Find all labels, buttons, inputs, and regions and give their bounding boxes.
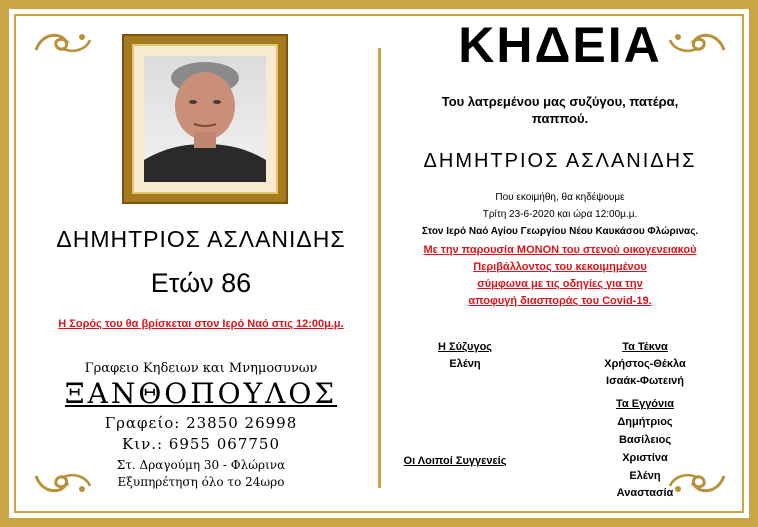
child-name: Ισαάκ-Φωτεινή	[606, 375, 684, 387]
agency-office-phone: Γραφείο: 23850 26998	[104, 414, 298, 432]
agency-line: Γραφειο Κηδειων και Μνημοσυνων	[84, 361, 318, 376]
portrait-photo	[144, 56, 266, 182]
agency-address: Στ. Δραγούμη 30 - Φλώρινα	[116, 458, 286, 472]
relatives-heading: Οι Λοιποί Συγγενείς	[403, 455, 507, 467]
agency-mobile-phone: Κιν.: 6955 067750	[122, 435, 280, 453]
agency-service-hours: Εξυπηρέτηση όλο το 24ωρο	[117, 475, 285, 489]
child-name: Χρήστος-Θέκλα	[604, 358, 686, 370]
spouse-heading: Η Σύζυγος	[437, 341, 493, 353]
deceased-name-right: ΔΗΜΗΤΡΙΟΣ ΑΣΛΑΝΙΔΗΣ	[423, 150, 697, 172]
grandchildren-heading: Τα Εγγόνια	[616, 398, 674, 410]
covid-notice-line: Με την παρουσία ΜΟΝΟΝ του στενού οικογενειακού	[423, 244, 697, 256]
deceased-age: Ετών 86	[150, 268, 252, 298]
gilded-frame	[124, 36, 286, 202]
spouse-name: Ελένη	[449, 358, 481, 370]
covid-notice-line: αποφυγή διασποράς του Covid-19.	[468, 295, 652, 307]
intro-line-1: Του λατρεμένου μας συζύγου, πατέρα,	[441, 94, 679, 109]
agency-name: ΞΑΝΘΟΠΟΥΛΟΣ	[64, 377, 338, 410]
covid-notice-line: Περιβάλλοντος του κεκοιμημένου	[473, 261, 647, 273]
grandchild-name: Αναστασία	[616, 487, 674, 499]
grandchild-name: Βασίλειος	[618, 434, 672, 446]
intro-line-2: παππού.	[531, 111, 589, 126]
detail-line: Στον Ιερό Ναό Αγίου Γεωργίου Νέου Καυκάσου Φλώρινας.	[421, 226, 699, 237]
covid-notice-line: σύμφωνα με τις οδηγίες για την	[477, 278, 643, 290]
grandchild-name: Ελένη	[629, 470, 661, 482]
grandchild-name: Δημήτριος	[617, 416, 673, 428]
children-heading: Τα Τέκνα	[622, 341, 668, 353]
page-title: ΚΗΔΕΙΑ	[458, 17, 662, 73]
flourish-ornament-icon	[32, 28, 92, 56]
deceased-name-left: ΔΗΜΗΤΡΙΟΣ ΑΣΛΑΝΙΔΗΣ	[56, 226, 346, 252]
grandchild-name: Χριστίνα	[622, 452, 668, 464]
coffin-note: Η Σορός του θα βρίσκεται στον Ιερό Ναό στις 12:00μ.μ.	[58, 318, 344, 330]
detail-line: Που εκοιμήθη, θα κηδέψουμε	[495, 192, 625, 203]
detail-line: Τρίτη 23-6-2020 και ώρα 12:00μ.μ.	[482, 209, 638, 220]
